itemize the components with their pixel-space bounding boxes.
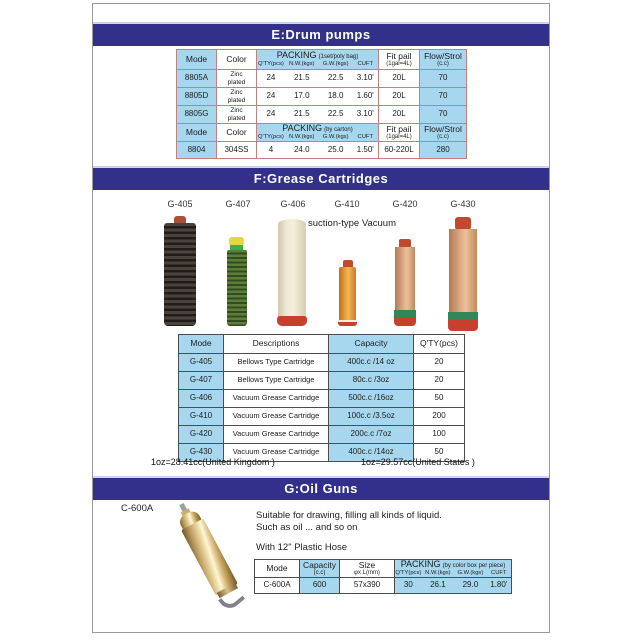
- cell-packing: [257, 142, 379, 159]
- flow-label: Flow/Strol: [424, 50, 462, 61]
- packing-note: (by color box per piece): [442, 563, 506, 570]
- cell-mode: G-405: [179, 354, 224, 372]
- cell-packing: [257, 88, 379, 106]
- cartridge-label-g406: G-406: [280, 199, 306, 209]
- packing-subheaders: [395, 570, 511, 576]
- footnote-uk-ounce: 1oz=28.41cc(United Kingdom ): [151, 457, 275, 467]
- cell-qty: 50: [414, 390, 465, 408]
- packing-values: [257, 110, 378, 119]
- oil-gun-body: [181, 518, 238, 595]
- cartridge-label-g405: G-405: [167, 199, 193, 209]
- oil-gun-description-line2: Such as oil ... and so on: [256, 522, 358, 533]
- cell-packing: [257, 70, 379, 88]
- cuft-value: 3.10': [356, 73, 374, 83]
- col-header-packing: [257, 124, 379, 142]
- table-header-row: [177, 50, 467, 70]
- packing-header-line: [257, 51, 378, 61]
- col-header-packing: [395, 560, 512, 578]
- packing-values: [395, 581, 511, 590]
- qty-value: 24: [266, 109, 276, 119]
- cell-description: Vacuum Grease Cartridge: [224, 426, 329, 444]
- cell-description: Bellows Type Cartridge: [224, 372, 329, 390]
- cell-mode: G-410: [179, 408, 224, 426]
- cell-flow: 280: [420, 142, 467, 159]
- cartridge-label-g410: G-410: [334, 199, 360, 209]
- cell-flow: 70: [420, 106, 467, 124]
- cuft-value: 1.80': [490, 580, 508, 590]
- table-header-row: [179, 335, 465, 354]
- col-header-flow: [420, 124, 467, 142]
- fit-pail-note: (1gal=4L): [386, 133, 412, 140]
- footnote-us-ounce: 1oz=29.57cc(United States ): [361, 457, 475, 467]
- col-header-mode: Mode: [177, 124, 217, 142]
- table-row: [179, 390, 465, 408]
- cell-color: 304SS: [217, 142, 257, 159]
- cell-mode: 8805G: [177, 106, 217, 124]
- drum-pumps-polybag-table: [176, 49, 467, 124]
- packing-values: [257, 74, 378, 83]
- color-value: Zinc plated: [227, 107, 246, 122]
- oil-gun-hose-note: With 12" Plastic Hose: [256, 542, 348, 553]
- col-header-color: Color: [217, 124, 257, 142]
- color-value: Zinc plated: [227, 89, 246, 104]
- table-row: [179, 426, 465, 444]
- gw-value: 18.0: [327, 91, 344, 101]
- cell-description: Vacuum Grease Cartridge: [224, 390, 329, 408]
- subheader-gw: G.W.(kgs): [457, 570, 484, 577]
- packing-header-line: [257, 124, 378, 134]
- packing-label: PACKING: [282, 124, 323, 134]
- capacity-note: (c.c): [313, 569, 326, 576]
- table-row: [177, 106, 467, 124]
- subheader-gw: G.W.(kgs): [322, 134, 349, 141]
- qty-value: 4: [268, 144, 274, 154]
- col-header-fit-pail: [379, 50, 420, 70]
- packing-label: PACKING: [276, 50, 317, 61]
- cell-description: Bellows Type Cartridge: [224, 354, 329, 372]
- packing-values: [257, 146, 378, 155]
- size-note: φx L(mm): [354, 569, 380, 576]
- drum-pumps-carton-table: [176, 123, 467, 159]
- gw-value: 25.0: [327, 144, 344, 154]
- cell-fit-pail: 20L: [379, 70, 420, 88]
- table-header-row: [255, 560, 512, 578]
- col-header-mode: Mode: [255, 560, 300, 578]
- nw-value: 17.0: [293, 91, 310, 101]
- qty-value: 24: [266, 91, 276, 101]
- col-header-color: Color: [217, 50, 257, 70]
- packing-subheaders: [257, 134, 378, 140]
- cuft-value: 1.50': [356, 144, 374, 154]
- nw-value: 24.0: [293, 144, 310, 154]
- cell-flow: 70: [420, 70, 467, 88]
- subheader-cuft: CUFT: [357, 134, 374, 141]
- col-header-capacity: [300, 560, 340, 578]
- col-header-capacity: Capacity: [329, 335, 414, 354]
- catalog-page: [92, 3, 550, 633]
- cell-capacity: 200c.c /7oz: [329, 426, 414, 444]
- cartridge-g430-image: [449, 229, 477, 313]
- table-row: [177, 88, 467, 106]
- cartridge-g406-image: [277, 316, 307, 326]
- subheader-qty: Q'TY(pcs): [257, 61, 284, 68]
- cell-qty: 50: [414, 444, 465, 462]
- oil-gun-description-line1: Suitable for drawing, filling all kinds of liquid.: [256, 510, 442, 521]
- subheader-cuft: CUFT: [491, 570, 507, 577]
- packing-subheaders: [257, 61, 378, 67]
- cartridge-g420-image: [394, 317, 416, 326]
- cartridge-label-g420: G-420: [392, 199, 418, 209]
- col-header-flow: [420, 50, 467, 70]
- cell-qty: 200: [414, 408, 465, 426]
- gw-value: 22.5: [327, 109, 344, 119]
- cell-color: [217, 70, 257, 88]
- flow-note: (c.c): [437, 60, 449, 67]
- oil-gun-image: [168, 498, 251, 613]
- cartridge-g430-image: [448, 320, 478, 331]
- cell-capacity: 600: [300, 578, 340, 594]
- cell-mode: G-407: [179, 372, 224, 390]
- cell-capacity: 400c.c /14oz: [329, 444, 414, 462]
- col-header-mode: Mode: [179, 335, 224, 354]
- packing-header-line: [395, 560, 511, 570]
- size-label: Size: [358, 560, 376, 570]
- packing-label: PACKING: [400, 560, 441, 570]
- table-row: [179, 354, 465, 372]
- table-row: [177, 142, 467, 159]
- col-header-size: [340, 560, 395, 578]
- subheader-nw: N.W.(kgs): [289, 61, 315, 68]
- subheader-nw: N.W.(kgs): [425, 570, 451, 577]
- cell-qty: 20: [414, 354, 465, 372]
- cell-description: Vacuum Grease Cartridge: [224, 408, 329, 426]
- cell-mode: G-420: [179, 426, 224, 444]
- cell-fit-pail: 60-220L: [379, 142, 420, 159]
- fit-pail-note: (1gal=4L): [386, 60, 412, 67]
- qty-value: 24: [266, 73, 276, 83]
- gw-value: 22.5: [327, 73, 344, 83]
- fit-pail-label: Fit pail: [386, 50, 412, 61]
- cell-fit-pail: 20L: [379, 106, 420, 124]
- cartridge-label-g430: G-430: [450, 199, 476, 209]
- nw-value: 21.5: [293, 73, 310, 83]
- flow-note: (c.c): [437, 133, 449, 140]
- fit-pail-label: Fit pail: [386, 124, 412, 134]
- cell-mode: 8804: [177, 142, 217, 159]
- section-title-oil-guns: G:Oil Guns: [93, 478, 549, 500]
- cartridge-g406-image: [278, 219, 306, 318]
- cell-mode: G-430: [179, 444, 224, 462]
- cartridge-g410-image: [339, 267, 356, 321]
- grease-cartridges-table: [178, 334, 465, 462]
- cell-description: Vacuum Grease Cartridge: [224, 444, 329, 462]
- table-row: [255, 578, 512, 594]
- cell-capacity: 80c.c /3oz: [329, 372, 414, 390]
- section-title-grease-cartridges: F:Grease Cartridges: [93, 168, 549, 190]
- cartridge-label-g407: G-407: [225, 199, 251, 209]
- cell-qty: 20: [414, 372, 465, 390]
- cell-mode: C-600A: [255, 578, 300, 594]
- cell-color: [217, 88, 257, 106]
- flow-label: Flow/Strol: [424, 124, 462, 134]
- subheader-qty: Q'TY(pcs): [395, 570, 422, 577]
- col-header-mode: Mode: [177, 50, 217, 70]
- cell-capacity: 500c.c /16oz: [329, 390, 414, 408]
- gw-value: 29.0: [462, 580, 479, 590]
- cell-mode: G-406: [179, 390, 224, 408]
- packing-note: (1set/poly bag): [318, 54, 359, 61]
- cuft-value: 1.60': [356, 91, 374, 101]
- suction-type-vacuum-note: suction-type Vacuum: [308, 218, 397, 229]
- subheader-cuft: CUFT: [357, 61, 374, 68]
- cartridge-g410-image: [338, 320, 357, 326]
- cell-size: 57x390: [340, 578, 395, 594]
- table-row: [179, 372, 465, 390]
- cell-mode: 8805A: [177, 70, 217, 88]
- cuft-value: 3.10': [356, 109, 374, 119]
- table-header-row: [177, 124, 467, 142]
- oil-gun-model-label: C-600A: [121, 503, 154, 514]
- cell-mode: 8805D: [177, 88, 217, 106]
- cell-flow: 70: [420, 88, 467, 106]
- subheader-gw: G.W.(kgs): [322, 61, 349, 68]
- capacity-label: Capacity: [302, 560, 337, 570]
- col-header-packing: [257, 50, 379, 70]
- nw-value: 26.1: [430, 580, 446, 590]
- qty-value: 30: [403, 580, 413, 590]
- subheader-qty: Q'TY(pcs): [257, 134, 284, 141]
- col-header-qty: Q'TY(pcs): [414, 335, 465, 354]
- packing-note: (by carton): [324, 127, 353, 134]
- col-header-fit-pail: [379, 124, 420, 142]
- cell-color: [217, 106, 257, 124]
- color-value: Zinc plated: [227, 71, 246, 86]
- subheader-nw: N.W.(kgs): [289, 134, 315, 141]
- cell-capacity: 400c.c /14 oz: [329, 354, 414, 372]
- table-row: [177, 70, 467, 88]
- oil-guns-table: [254, 559, 512, 594]
- cell-capacity: 100c.c /3.5oz: [329, 408, 414, 426]
- cell-packing: [257, 106, 379, 124]
- col-header-descriptions: Descriptions: [224, 335, 329, 354]
- cartridge-g420-image: [395, 247, 415, 311]
- table-row: [179, 408, 465, 426]
- cartridge-g407-image: [227, 250, 247, 326]
- cell-packing: [395, 578, 512, 594]
- section-title-drum-pumps: E:Drum pumps: [93, 24, 549, 46]
- cell-qty: 100: [414, 426, 465, 444]
- nw-value: 21.5: [293, 109, 310, 119]
- packing-values: [257, 92, 378, 101]
- cartridge-g405-image: [164, 223, 196, 326]
- cell-fit-pail: 20L: [379, 88, 420, 106]
